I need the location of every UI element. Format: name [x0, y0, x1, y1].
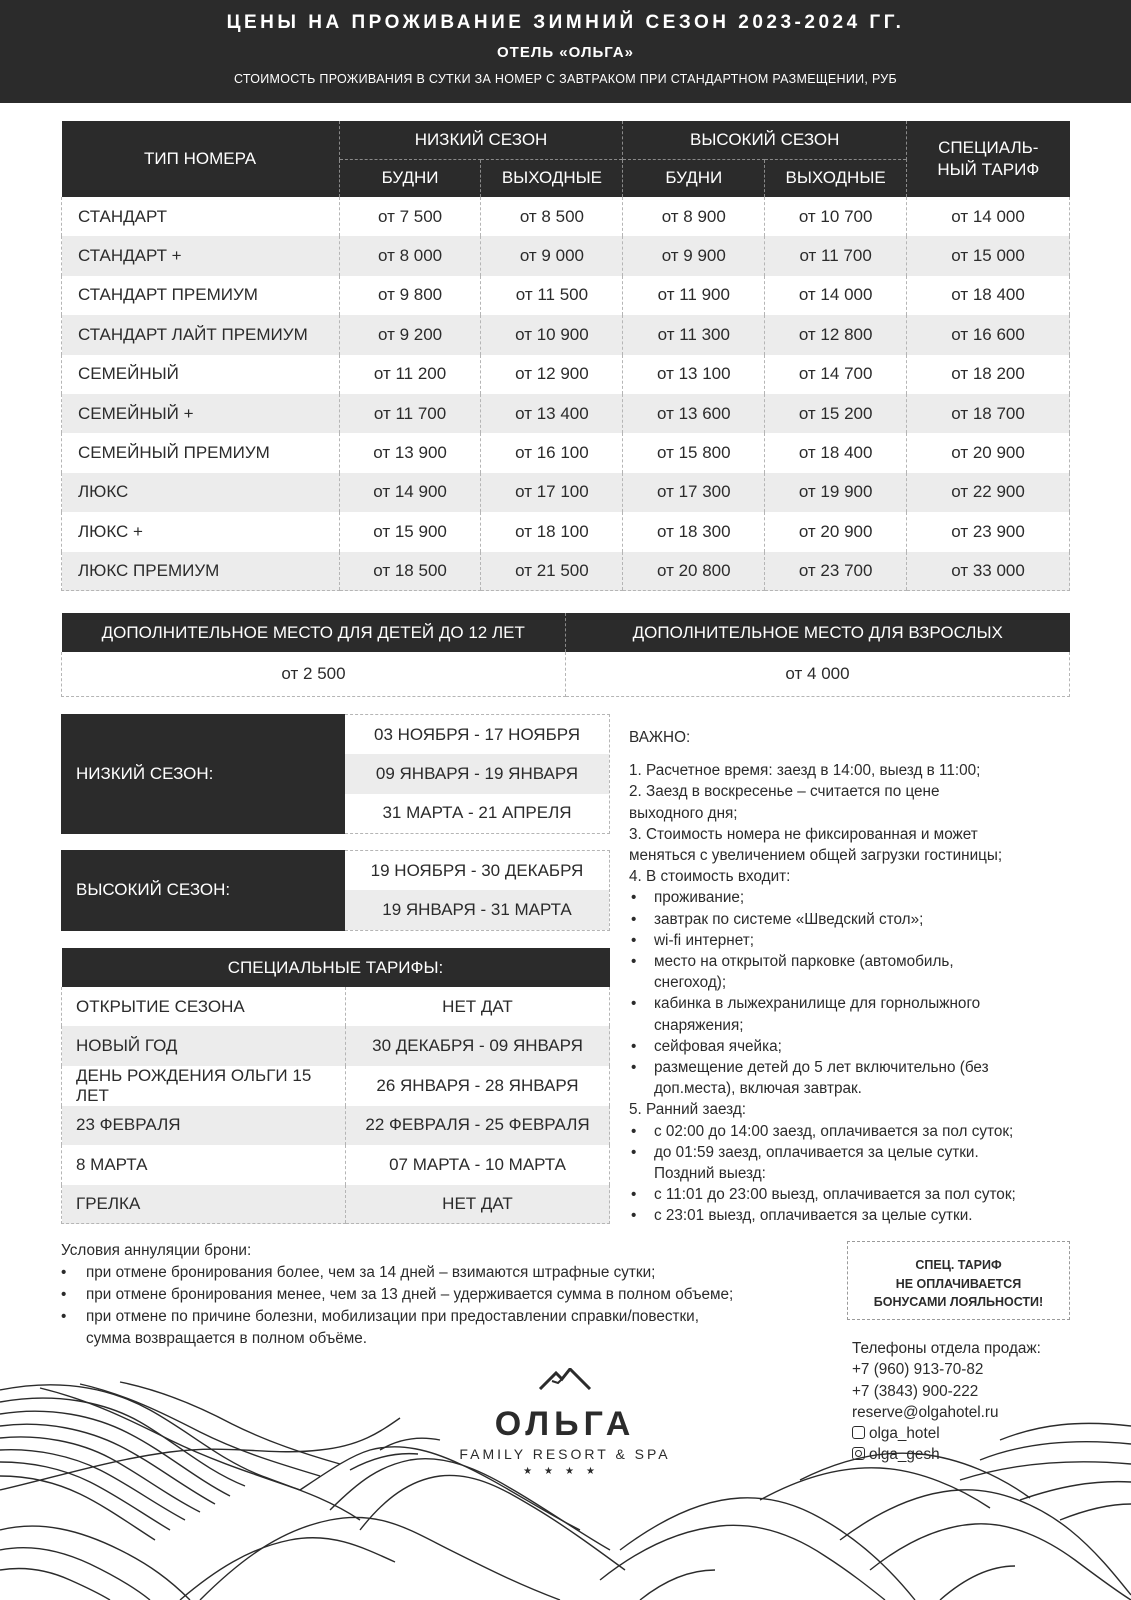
price-cell: от 8 000 [339, 236, 481, 275]
price-table [61, 121, 1070, 591]
price-cell: от 9 800 [339, 276, 481, 315]
logo-name: ОЛЬГА [494, 1405, 636, 1443]
price-cell: от 8 500 [481, 197, 623, 236]
header-special-line1: СПЕЦИАЛЬ- [938, 138, 1039, 157]
header-special-tariff [907, 121, 1070, 197]
page-subtitle: СТОИМОСТЬ ПРОЖИВАНИЯ В СУТКИ ЗА НОМЕР С ЗАВТРАКОМ ПРИ СТАНДАРТНОМ РАЗМЕЩЕНИИ, РУБ [233, 72, 898, 86]
vk-handle: olga_hotel [869, 1425, 940, 1443]
tariff-dates-cell: 30 ДЕКАБРЯ - 09 ЯНВАРЯ [346, 1026, 610, 1065]
low-season-label: НИЗКИЙ СЕЗОН: [61, 714, 345, 834]
note-bullet: • кабинка в лыжехранилище для горнолыжного [629, 993, 1079, 1014]
room-type-cell: ЛЮКС ПРЕМИУМ [62, 552, 340, 591]
price-cell: от 13 400 [481, 394, 623, 433]
price-cell: от 18 200 [907, 355, 1070, 394]
price-cell: от 11 700 [339, 394, 481, 433]
price-cell: от 11 300 [623, 315, 765, 354]
low-season-block [61, 714, 610, 834]
tariff-dates-cell: 07 МАРТА - 10 МАРТА [346, 1145, 610, 1184]
price-cell: от 20 900 [907, 433, 1070, 472]
header-high-season: ВЫСОКИЙ СЕЗОН [623, 121, 907, 159]
vk-link[interactable] [852, 1423, 1041, 1444]
table-row [62, 987, 610, 1026]
note-bullet-cont: доп.места), включая завтрак. [654, 1080, 862, 1098]
price-cell: от 18 300 [623, 512, 765, 551]
price-cell: от 8 900 [623, 197, 765, 236]
price-cell: от 11 700 [765, 236, 907, 275]
price-cell: от 16 600 [907, 315, 1070, 354]
price-cell: от 11 900 [623, 276, 765, 315]
room-type-cell: ЛЮКС + [62, 512, 340, 551]
note-bullet: • проживание; [629, 887, 1079, 908]
note-item: меняться с увеличением общей загрузки гостиницы; [629, 847, 1003, 865]
table-row [62, 276, 1070, 315]
table-row [62, 473, 1070, 512]
tariff-name-cell: ДЕНЬ РОЖДЕНИЯ ОЛЬГИ 15 ЛЕТ [62, 1066, 346, 1106]
notice-line: СПЕЦ. ТАРИФ [915, 1258, 1002, 1272]
header-special-line2: НЫЙ ТАРИФ [937, 160, 1040, 179]
room-type-cell: СТАНДАРТ ПРЕМИУМ [62, 276, 340, 315]
table-row [62, 394, 1070, 433]
table-row [62, 512, 1070, 551]
high-season-dates [345, 850, 610, 931]
mountain-logo-icon [538, 1368, 592, 1390]
price-cell: от 10 700 [765, 197, 907, 236]
price-cell: от 11 500 [481, 276, 623, 315]
price-cell: от 21 500 [481, 552, 623, 591]
cancellation-title: Условия аннуляции брони: [61, 1242, 252, 1259]
table-row [62, 1026, 610, 1065]
tariff-name-cell: ГРЕЛКА [62, 1185, 346, 1224]
price-cell: от 15 900 [339, 512, 481, 551]
note-bullet: • размещение детей до 5 лет включительно (без [629, 1057, 1079, 1078]
tariff-name-cell: ОТКРЫТИЕ СЕЗОНА [62, 987, 346, 1026]
logo-tagline: FAMILY RESORT & SPA [459, 1446, 671, 1462]
extra-adults-label: ДОПОЛНИТЕЛЬНОЕ МЕСТО ДЛЯ ВЗРОСЛЫХ [566, 613, 1070, 652]
table-row [62, 197, 1070, 236]
note-bullet: • сейфовая ячейка; [629, 1036, 1079, 1057]
tariff-name-cell: 23 ФЕВРАЛЯ [62, 1106, 346, 1145]
room-type-cell: СЕМЕЙНЫЙ ПРЕМИУМ [62, 433, 340, 472]
price-cell: от 13 100 [623, 355, 765, 394]
extra-adults-price: от 4 000 [566, 652, 1070, 696]
room-type-cell: СЕМЕЙНЫЙ [62, 355, 340, 394]
price-cell: от 11 200 [339, 355, 481, 394]
logo-stars: ★★★★ [523, 1466, 607, 1477]
contacts-title: Телефоны отдела продаж: [852, 1340, 1041, 1357]
price-cell: от 9 900 [623, 236, 765, 275]
price-cell: от 9 000 [481, 236, 623, 275]
special-tariffs-table [61, 948, 610, 1224]
price-cell: от 7 500 [339, 197, 481, 236]
table-row [62, 1145, 610, 1184]
price-cell: от 22 900 [907, 473, 1070, 512]
price-cell: от 13 600 [623, 394, 765, 433]
header-low-weekdays: БУДНИ [339, 159, 481, 197]
price-cell: от 16 100 [481, 433, 623, 472]
price-cell: от 14 700 [765, 355, 907, 394]
header-low-weekends: ВЫХОДНЫЕ [481, 159, 623, 197]
high-season-date: 19 ЯНВАРЯ - 31 МАРТА [345, 890, 609, 929]
price-cell: от 15 800 [623, 433, 765, 472]
price-cell: от 17 300 [623, 473, 765, 512]
room-type-cell: СТАНДАРТ + [62, 236, 340, 275]
instagram-handle: olga_gesh [869, 1446, 940, 1464]
tariff-dates-cell: НЕТ ДАТ [346, 1185, 610, 1224]
tariff-dates-cell: 26 ЯНВАРЯ - 28 ЯНВАРЯ [346, 1066, 610, 1106]
high-season-label: ВЫСОКИЙ СЕЗОН: [61, 850, 345, 931]
low-season-dates [345, 714, 610, 834]
phone-link[interactable]: +7 (960) 913-70-82 [852, 1361, 984, 1379]
price-cell: от 17 100 [481, 473, 623, 512]
table-row [62, 1066, 610, 1106]
header-room-type: ТИП НОМЕРА [144, 149, 257, 168]
important-title: ВАЖНО: [629, 729, 691, 746]
low-season-date: 31 МАРТА - 21 АПРЕЛЯ [382, 803, 572, 823]
price-cell: от 10 900 [481, 315, 623, 354]
price-cell: от 19 900 [765, 473, 907, 512]
tariff-name-cell: 8 МАРТА [62, 1145, 346, 1184]
room-type-cell: СТАНДАРТ [62, 197, 340, 236]
room-type-cell: ЛЮКС [62, 473, 340, 512]
price-cell: от 13 900 [339, 433, 481, 472]
note-item: 4. В стоимость входит: [629, 868, 791, 886]
price-cell: от 33 000 [907, 552, 1070, 591]
low-season-date: 09 ЯНВАРЯ - 19 ЯНВАРЯ [345, 754, 609, 793]
note-bullet: • с 11:01 до 23:00 выезд, оплачивается за пол суток; [629, 1184, 1079, 1205]
vk-icon [852, 1426, 865, 1439]
price-cell: от 12 900 [481, 355, 623, 394]
note-subtitle: Поздний выезд: [654, 1165, 766, 1183]
price-cell: от 20 900 [765, 512, 907, 551]
note-bullet: • до 01:59 заезд, оплачивается за целые сутки. [629, 1142, 1079, 1163]
phone-link[interactable]: +7 (3843) 900-222 [852, 1382, 979, 1400]
price-cell: от 14 000 [765, 276, 907, 315]
price-cell: от 23 700 [765, 552, 907, 591]
note-item: 2. Заезд в воскресенье – считается по цене [629, 783, 940, 801]
header-high-weekends: ВЫХОДНЫЕ [765, 159, 907, 197]
price-cell: от 9 200 [339, 315, 481, 354]
notice-line: НЕ ОПЛАЧИВАЕТСЯ [895, 1276, 1022, 1291]
low-season-date: 03 НОЯБРЯ - 17 НОЯБРЯ [374, 724, 580, 744]
special-tariffs-title: СПЕЦИАЛЬНЫЕ ТАРИФЫ: [227, 957, 444, 977]
tariff-name-cell: НОВЫЙ ГОД [62, 1026, 346, 1065]
price-cell: от 20 800 [623, 552, 765, 591]
price-cell: от 12 800 [765, 315, 907, 354]
cancellation-item-cont: сумма возвращается в полном объёме. [86, 1330, 368, 1347]
price-cell: от 23 900 [907, 512, 1070, 551]
price-cell: от 18 100 [481, 512, 623, 551]
extra-kids-label: ДОПОЛНИТЕЛЬНОЕ МЕСТО ДЛЯ ДЕТЕЙ ДО 12 ЛЕТ [101, 622, 525, 642]
price-cell: от 15 200 [765, 394, 907, 433]
price-cell: от 18 400 [765, 433, 907, 472]
page-header [0, 0, 1131, 103]
sales-contacts [852, 1338, 1041, 1466]
high-season-block [61, 850, 610, 931]
price-cell: от 18 500 [339, 552, 481, 591]
cancellation-item: • при отмене по причине болезни, мобилизации при предоставлении справки/повестки, [61, 1306, 841, 1328]
high-season-date: 19 НОЯБРЯ - 30 ДЕКАБРЯ [370, 860, 584, 880]
table-row [62, 1106, 610, 1145]
room-type-cell: СТАНДАРТ ЛАЙТ ПРЕМИУМ [62, 315, 340, 354]
note-bullet: • завтрак по системе «Шведский стол»; [629, 909, 1079, 930]
note-bullet-cont: снаряжения; [654, 1016, 744, 1034]
tariff-dates-cell: НЕТ ДАТ [346, 987, 610, 1026]
price-cell: от 18 700 [907, 394, 1070, 433]
table-row [62, 355, 1070, 394]
note-item: 5. Ранний заезд: [629, 1101, 746, 1119]
extra-bed-table [61, 613, 1070, 697]
extra-kids-price: от 2 500 [62, 652, 566, 696]
cancellation-item: • при отмене бронирования менее, чем за 13 дней – удерживается сумма в полном объеме; [61, 1284, 841, 1306]
table-row [62, 236, 1070, 275]
table-row [62, 552, 1070, 591]
tariff-dates-cell: 22 ФЕВРАЛЯ - 25 ФЕВРАЛЯ [346, 1106, 610, 1145]
instagram-link[interactable] [852, 1444, 1041, 1465]
price-cell: от 14 000 [907, 197, 1070, 236]
note-item: выходного дня; [629, 804, 738, 822]
instagram-icon [852, 1447, 865, 1460]
important-notes [629, 727, 1079, 1227]
header-low-season: НИЗКИЙ СЕЗОН [339, 121, 623, 159]
hotel-name: ОТЕЛЬ «ОЛЬГА» [497, 44, 634, 61]
note-item: 1. Расчетное время: заезд в 14:00, выезд в 11:00; [629, 762, 981, 780]
note-bullet: • место на открытой парковке (автомобиль, [629, 951, 1079, 972]
table-row [62, 1185, 610, 1224]
hotel-logo [440, 1368, 690, 1477]
page-title: ЦЕНЫ НА ПРОЖИВАНИЕ ЗИМНИЙ СЕЗОН 2023-2024 ГГ. [226, 12, 905, 33]
price-cell: от 14 900 [339, 473, 481, 512]
note-bullet-cont: снегоход); [654, 974, 727, 992]
room-type-cell: СЕМЕЙНЫЙ + [62, 394, 340, 433]
email-link[interactable]: reserve@olgahotel.ru [852, 1403, 999, 1421]
note-bullet: • с 23:01 выезд, оплачивается за целые сутки. [629, 1205, 1079, 1226]
table-row [62, 315, 1070, 354]
note-bullet: • с 02:00 до 14:00 заезд, оплачивается за пол суток; [629, 1121, 1079, 1142]
price-cell: от 18 400 [907, 276, 1070, 315]
price-cell: от 15 000 [907, 236, 1070, 275]
notice-line: БОНУСАМИ ЛОЯЛЬНОСТИ! [873, 1295, 1044, 1309]
cancellation-item: • при отмене бронирования более, чем за 14 дней – взимаются штрафные сутки; [61, 1262, 841, 1284]
cancellation-terms [61, 1240, 841, 1350]
note-bullet: • wi-fi интернет; [629, 930, 1079, 951]
note-item: 3. Стоимость номера не фиксированная и может [629, 825, 978, 843]
header-high-weekdays: БУДНИ [623, 159, 765, 197]
table-row [62, 433, 1070, 472]
special-tariff-notice [847, 1241, 1070, 1320]
